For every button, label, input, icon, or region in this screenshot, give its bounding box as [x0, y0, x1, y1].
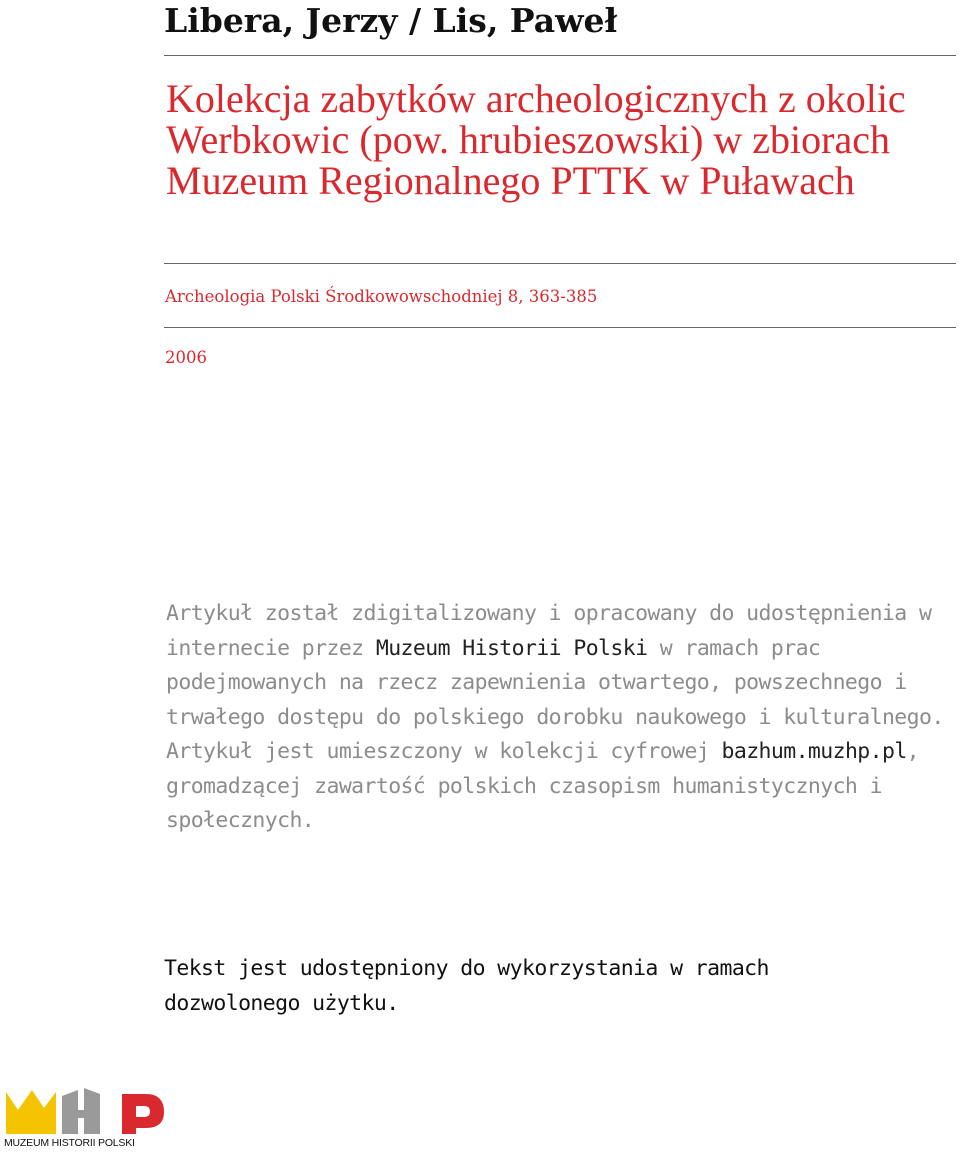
divider-bottom [164, 327, 956, 328]
license-notice: Tekst jest udostępniony do wykorzystania w ramach dozwolonego użytku. [164, 956, 769, 1016]
journal-citation: Archeologia Polski Środkowowschodniej 8, 363-385 [165, 287, 598, 306]
authors: Libera, Jerzy / Lis, Paweł [164, 1, 618, 40]
notice-text-2: w ramach prac podejmowanych na rzecz zapewnienia otwartego, powszechnego i trwałego dostępu do polskiego dorobku naukowego i kulturalnego. Artykuł jest umieszczony w kolekcji cyfrowej [166, 635, 944, 764]
logo-h-shape [62, 1088, 100, 1134]
logo-crown-shape [6, 1090, 56, 1134]
institution-name: Muzeum Historii Polski [375, 635, 648, 661]
logo-text: MUZEUM HISTORII POLSKI [4, 1137, 135, 1149]
article-title: Kolekcja zabytków archeologicznych z okolic Werbkowic (pow. hrubieszowski) w zbiorach Muzeum Regionalnego PTTK w Puławach [166, 76, 906, 203]
divider-middle [164, 263, 956, 264]
notice-text-3: , gromadzącej zawartość polskich czasopism humanistycznych i społecznych. [166, 739, 920, 833]
divider-top [164, 55, 956, 56]
digitization-notice [166, 597, 946, 839]
logo-p-shape [122, 1094, 164, 1134]
publication-year: 2006 [165, 348, 207, 367]
collection-site: bazhum.muzhp.pl [721, 739, 907, 764]
notice-text-1: Artykuł został zdigitalizowany i opracowany do udostępnienia w internecie przez [166, 601, 932, 661]
